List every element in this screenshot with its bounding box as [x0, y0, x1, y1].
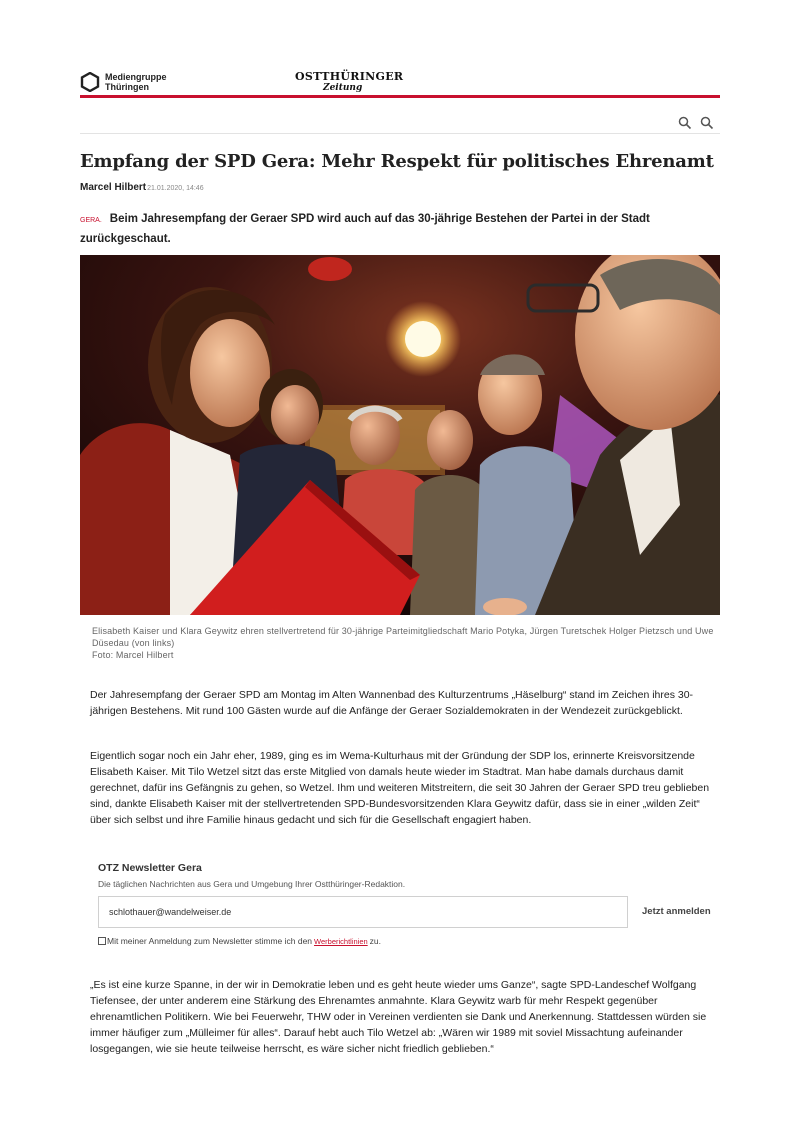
consent-text-before: Mit meiner Anmeldung zum Newsletter stimme ich den	[107, 936, 313, 946]
image-caption	[92, 625, 717, 661]
author-name[interactable]: Marcel Hilbert	[80, 182, 147, 193]
header-divider	[80, 95, 720, 98]
teaser-text: Beim Jahresempfang der Geraer SPD wird auch auf das 30-jährige Bestehen der Partei in der Stadt zurückgeschaut.	[80, 213, 650, 245]
search-icon[interactable]	[700, 116, 714, 130]
newsletter-box	[96, 862, 720, 952]
paragraph-2: Eigentlich sogar noch ein Jahr eher, 1989, ging es im Wema-Kulturhaus mit der Gründung der SDP los, erinnerte Kreisvorsitzende Elisabeth Kaiser. Mit Tilo Wetzel sitzt das erste Mitglied von damals heute wieder im Stadtrat. Man habe damals durchaus damit gerechnet, dafür ins Gefängnis zu gehen, so Wetzel. Ihm und weiteren Mitstreitern, die seit 30 Jahren der Geraer SPD treu geblieben sind, dankte Elisabeth Kaiser mit der stellvertretenden SPD-Bundesvorsitzenden Klara Geywitz dafür, dass sie in einer „wilden Zeit“ über sich selbst und ihre Familie hinaus gedacht und sich für die Gesellschaft engagiert haben.	[90, 750, 710, 826]
paragraph-3: „Es ist eine kurze Spanne, in der wir in Demokratie leben und es geht heute wieder ums Ganze“, sagte SPD-Landeschef Wolfgang Tiefensee, der unter anderem eine Stärkung des Ehrenamtes anmahnte. Klara Geywitz warb für mehr Respekt gegenüber ehrenamtlichen Politikern. Wie bei Feuerwehr, THW oder in Vereinen verdienten sie Dank und Anerkennung. Stattdessen würden sie immer häufiger zum „Mülleimer für alles“. Darauf hebt auch Tilo Wetzel ab: „Wären wir 1989 mit soviel Missachtung aufeinander losgegangen, wie sie heute teilweise herrscht, es wäre sicher nicht friedlich geblieben.“	[90, 979, 707, 1055]
newsletter-subtitle: Die täglichen Nachrichten aus Gera und Umgebung Ihrer Ostthüringer-Redaktion.	[98, 879, 406, 889]
search-icon[interactable]	[678, 116, 692, 130]
consent-checkbox[interactable]	[98, 937, 106, 945]
publisher-logo[interactable]	[80, 72, 167, 92]
newspaper-logo[interactable]	[295, 71, 403, 93]
brand-bar	[80, 70, 720, 98]
newsletter-consent	[98, 936, 381, 946]
newspaper-logo-line2: Zeitung	[323, 83, 363, 93]
publisher-logo-line1: Mediengruppe	[105, 72, 167, 82]
newsletter-title: OTZ Newsletter Gera	[98, 862, 202, 874]
article-teaser	[80, 210, 720, 248]
caption-text: Elisabeth Kaiser und Klara Geywitz ehren stellvertretend für 30-jährige Parteimitgliedschaft Mario Potyka, Jürgen Turetschek Holger Pietzsch und Uwe Düsedau (von links)	[92, 626, 714, 648]
photo-credit: Foto: Marcel Hilbert	[92, 650, 174, 660]
newspaper-logo-line1: OSTTHÜRINGER	[295, 70, 404, 83]
newsletter-submit-button[interactable]: Jetzt anmelden	[642, 906, 711, 917]
publisher-logo-icon	[80, 72, 100, 92]
byline	[80, 182, 204, 193]
dateline: GERA.	[80, 217, 102, 224]
consent-link[interactable]: Werberichtlinien	[314, 936, 368, 946]
newsletter-email-input[interactable]	[98, 896, 628, 928]
paragraph-1: Der Jahresempfang der Geraer SPD am Montag im Alten Wannenbad des Kulturzentrums „Häselburg“ stand im Zeichen ihres 30-jährigen Bestehens. Mit rund 100 Gästen wurde auf die Anfänge der Geraer Sozialdemokraten in der Wendezeit zurückgeblickt.	[90, 689, 694, 717]
toolbar	[80, 114, 720, 134]
article-photo[interactable]	[80, 255, 720, 615]
article-title: Empfang der SPD Gera: Mehr Respekt für politisches Ehrenamt	[80, 151, 714, 172]
consent-text-after: zu.	[369, 936, 382, 946]
article-photo-illustration	[80, 255, 720, 615]
publisher-logo-line2: Thüringen	[105, 82, 149, 92]
publish-date: 21.01.2020, 14:46	[147, 185, 204, 192]
